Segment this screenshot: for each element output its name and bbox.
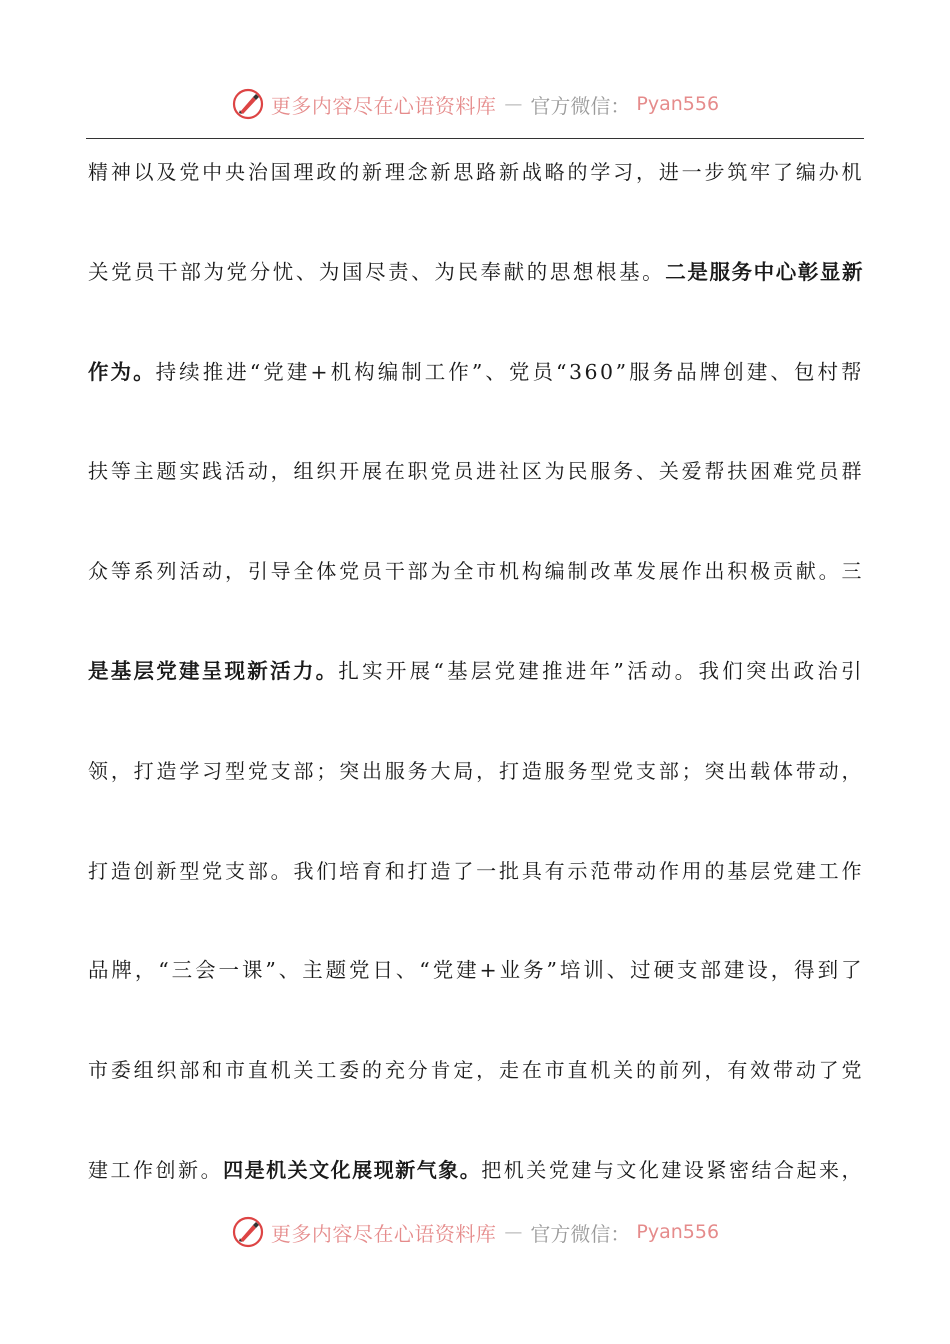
watermark-wechat-id: Pyan556 xyxy=(636,93,720,115)
body-text: 众等系列活动，引导全体党员干部为全市机构编制改革发展作出积极贡献。三 xyxy=(88,559,864,584)
watermark-brand xyxy=(231,87,719,121)
text-line xyxy=(88,549,864,649)
text-line xyxy=(88,449,864,549)
body-text: 扎实开展“基层党建推进年”活动。我们突出政治引 xyxy=(338,658,864,683)
body-text: 持续推进“党建+机构编制工作”、党员“360”服务品牌创建、包村帮 xyxy=(155,359,864,384)
body-text: 领，打造学习型党支部；突出服务大局，打造服务型党支部；突出载体带动， xyxy=(88,758,864,783)
text-line xyxy=(88,948,864,1048)
watermark-site-text: 更多内容尽在心语资料库 xyxy=(270,93,497,118)
watermark-separator: — xyxy=(504,93,523,115)
watermark-wechat-label: 官方微信： xyxy=(530,1221,631,1246)
text-line xyxy=(88,150,864,250)
header-watermark xyxy=(0,84,950,124)
bold-heading-text: 二是服务中心彰显新 xyxy=(665,259,865,284)
text-line xyxy=(88,749,864,849)
document-paragraph xyxy=(88,150,864,1248)
body-text: 打造创新型党支部。我们培育和打造了一批具有示范带动作用的基层党建工作 xyxy=(88,858,864,883)
watermark-wechat-id: Pyan556 xyxy=(636,1221,720,1243)
bold-heading-text: 是基层党建呈现新活力。 xyxy=(88,658,339,683)
pen-logo-icon xyxy=(231,1215,265,1249)
pen-logo-icon xyxy=(231,87,265,121)
text-line xyxy=(88,849,864,949)
watermark-wechat-label: 官方微信： xyxy=(530,93,631,118)
body-text: 市委组织部和市直机关工委的充分肯定，走在市直机关的前列，有效带动了党 xyxy=(88,1058,864,1083)
header-divider xyxy=(86,138,864,139)
body-text: 精神以及党中央治国理政的新理念新思路新战略的学习，进一步筑牢了编办机 xyxy=(88,160,864,184)
text-line xyxy=(88,1048,864,1148)
watermark-site-text: 更多内容尽在心语资料库 xyxy=(270,1221,497,1246)
body-text: 建工作创新。 xyxy=(88,1157,224,1182)
bold-heading-text: 四是机关文化展现新气象。 xyxy=(223,1157,482,1182)
text-line xyxy=(88,649,864,749)
body-text: 关党员干部为党分忧、为国尽责、为民奉献的思想根基。 xyxy=(88,259,666,284)
body-text: 把机关党建与文化建设紧密结合起来， xyxy=(481,1157,865,1182)
watermark-separator: — xyxy=(504,1221,523,1243)
body-text: 品牌，“三会一课”、主题党日、“党建+业务”培训、过硬支部建设，得到了 xyxy=(88,958,864,983)
footer-watermark xyxy=(0,1212,950,1252)
watermark-brand xyxy=(231,1215,719,1249)
bold-heading-text: 作为。 xyxy=(88,359,156,384)
text-line xyxy=(88,250,864,350)
text-line xyxy=(88,350,864,450)
body-text: 扶等主题实践活动，组织开展在职党员进社区为民服务、关爱帮扶困难党员群 xyxy=(88,459,864,484)
